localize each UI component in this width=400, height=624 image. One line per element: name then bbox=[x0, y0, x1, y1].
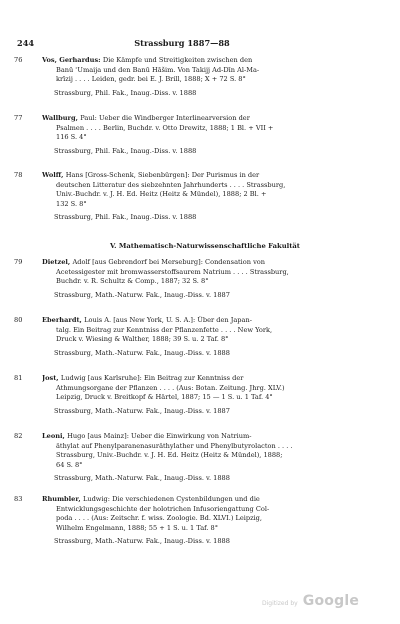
entry-line bbox=[42, 374, 368, 384]
entry-number: 77 bbox=[14, 114, 23, 122]
entry-author: Rhumbler, bbox=[42, 495, 83, 503]
entry-text: 132 S. 8° bbox=[56, 199, 87, 208]
entry-author: Dietzel, bbox=[42, 258, 73, 266]
section-heading: V. Mathematisch-Naturwissenschaftliche Fakultät bbox=[110, 242, 300, 250]
entry-author: Eberhardt, bbox=[42, 316, 85, 324]
entry-text: Druck v. Wiesing & Walther, 1888; 39 S. u. 2 Taf. 8° bbox=[56, 335, 229, 344]
entry-line bbox=[42, 171, 368, 181]
dissertation-note: Strassburg, Math.-Naturw. Fak., Inaug.-Diss. v. 1888 bbox=[54, 474, 230, 483]
entry-line bbox=[42, 268, 368, 278]
entry-line bbox=[42, 114, 368, 124]
entry-line bbox=[42, 393, 368, 403]
bibliography-entry bbox=[14, 316, 368, 358]
watermark-prefix: Digitized by bbox=[262, 600, 298, 607]
dissertation-note: Strassburg, Math.-Naturw. Fak., Inaug.-Diss. v. 1887 bbox=[54, 290, 230, 299]
bibliography-entry bbox=[14, 432, 368, 484]
entry-text: krīzij . . . . Leiden, gedr. bei E. J. Brill, 1888; X + 72 S. 8° bbox=[56, 75, 246, 84]
entry-text: Wilhelm Engelmann, 1888; 55 + 1 S. u. 1 Taf. 8° bbox=[56, 523, 219, 532]
entry-line bbox=[42, 258, 368, 268]
entry-line bbox=[42, 181, 368, 191]
entry-line bbox=[42, 335, 368, 345]
entry-text: Hugo [aus Mainz]: Ueber die Einwirkung von Natrium- bbox=[67, 432, 252, 440]
entry-author: Wallburg, bbox=[42, 114, 81, 122]
entry-text: Buchdr. v. R. Schultz & Comp., 1887; 32 S. 8° bbox=[56, 277, 209, 286]
entry-number: 83 bbox=[14, 495, 23, 503]
entry-line bbox=[42, 200, 368, 210]
entry-line bbox=[42, 190, 368, 200]
page-number: 244 bbox=[17, 38, 35, 48]
entry-author: Vos, Gerhardus: bbox=[42, 56, 103, 64]
entry-text: Ludwig: Die verschiedenen Cystenbildungen und die bbox=[82, 495, 260, 503]
entry-line bbox=[42, 505, 368, 515]
bibliography-entry bbox=[14, 56, 368, 98]
entry-author: Jost, bbox=[42, 374, 61, 382]
bibliography-entry bbox=[14, 114, 368, 156]
entry-number: 78 bbox=[14, 171, 23, 179]
entry-text: Die Kämpfe und Streitigkeiten zwischen den bbox=[102, 56, 253, 64]
entry-text: Hans [Gross-Schenk, Siebenbürgen]: Der Purismus in der bbox=[65, 171, 260, 179]
entry-line bbox=[42, 133, 368, 143]
entry-author: Leoni, bbox=[42, 432, 68, 440]
entry-text: Athmungsorgane der Pflanzen . . . . (Aus: Botan. Zeitung. Jhrg. XLV.) bbox=[56, 383, 285, 392]
entry-text: Univ.-Buchdr. v. J. H. Ed. Heitz (Heitz & Mündel), 1888; 2 Bl. + bbox=[56, 190, 267, 199]
dissertation-note: Strassburg, Math.-Naturw. Fak., Inaug.-Diss. v. 1888 bbox=[54, 537, 230, 546]
entry-line bbox=[42, 495, 368, 505]
entry-number: 76 bbox=[14, 56, 23, 64]
google-logo: Google bbox=[302, 593, 360, 609]
entry-text: 116 S. 4° bbox=[56, 133, 87, 142]
entry-author: Wolff, bbox=[42, 171, 66, 179]
entry-text: Adolf [aus Gebrendorf bei Merseburg]: Condensation von bbox=[72, 258, 266, 266]
entry-text: Paul: Ueber die Windberger Interlinearversion der bbox=[80, 114, 250, 122]
entry-line bbox=[42, 124, 368, 134]
entry-number: 79 bbox=[14, 258, 23, 266]
entry-text: Psalmen . . . . Berlin, Buchdr. v. Otto Drewitz, 1888; 1 Bl. + VII + bbox=[56, 123, 274, 132]
entry-number: 81 bbox=[14, 374, 23, 382]
entry-line bbox=[42, 432, 368, 442]
entry-text: Leipzig, Druck v. Breitkopf & Härtel, 1887; 15 — 1 S. u. 1 Taf. 4° bbox=[56, 393, 273, 402]
bibliography-entry bbox=[14, 258, 368, 300]
dissertation-note: Strassburg, Phil. Fak., Inaug.-Diss. v. 1888 bbox=[54, 213, 197, 222]
entry-line bbox=[42, 316, 368, 326]
entry-text: podа . . . . (Aus: Zeitschr. f. wiss. Zoologie. Bd. XLVI.) Leipzig, bbox=[56, 514, 262, 523]
entry-line bbox=[42, 75, 368, 85]
entry-text: Louis A. [aus New York, U. S. A.]: Über den Japan- bbox=[84, 316, 252, 324]
entry-line bbox=[42, 56, 368, 66]
entry-line bbox=[42, 524, 368, 534]
entry-line bbox=[42, 514, 368, 524]
entry-text: talg. Ein Beitrag zur Kenntniss der Pflanzenfette . . . . New York, bbox=[56, 325, 273, 334]
bibliography-entry bbox=[14, 374, 368, 416]
entry-text: Banū ʿUmaija und den Banū Hāšim. Von Takijj Ad-Dīn Al-Ma- bbox=[56, 65, 260, 74]
entry-number: 82 bbox=[14, 432, 23, 440]
dissertation-note: Strassburg, Phil. Fak., Inaug.-Diss. v. 1888 bbox=[54, 146, 197, 155]
dissertation-note: Strassburg, Phil. Fak., Inaug.-Diss. v. 1888 bbox=[54, 88, 197, 97]
entry-line bbox=[42, 442, 368, 452]
entry-number: 80 bbox=[14, 316, 23, 324]
entry-text: Acetessigester mit bromwasserstoffsaurem Natrium . . . . Strassburg, bbox=[56, 267, 289, 276]
entry-line bbox=[42, 451, 368, 461]
bibliography-entry bbox=[14, 495, 368, 547]
entry-line bbox=[42, 66, 368, 76]
dissertation-note: Strassburg, Math.-Naturw. Fak., Inaug.-Diss. v. 1887 bbox=[54, 406, 230, 415]
running-title: Strassburg 1887—88 bbox=[134, 38, 230, 48]
entry-text: deutschen Litteratur des siebzehnten Jahrhunderts . . . . Strassburg, bbox=[56, 180, 286, 189]
entry-line bbox=[42, 384, 368, 394]
google-watermark bbox=[262, 590, 359, 609]
dissertation-note: Strassburg, Math.-Naturw. Fak., Inaug.-Diss. v. 1888 bbox=[54, 348, 230, 357]
entry-text: 64 S. 8° bbox=[56, 460, 83, 469]
entry-line bbox=[42, 277, 368, 287]
entry-line bbox=[42, 326, 368, 336]
entry-text: Ludwig [aus Karlsruhe]: Ein Beitrag zur Kenntniss der bbox=[60, 374, 244, 382]
entry-text: Strassburg, Univ.-Buchdr. v. J. H. Ed. Heitz (Heitz & Mündel), 1888; bbox=[56, 451, 283, 460]
entry-text: Entwicklungsgeschichte der holotrichen Infusoriengattung Col- bbox=[56, 504, 270, 513]
entry-text: äthylat auf Phenylparanenasuräthylather und Phenylbutyrolacton . . . . bbox=[56, 441, 293, 450]
entry-line bbox=[42, 461, 368, 471]
bibliography-entry bbox=[14, 171, 368, 223]
